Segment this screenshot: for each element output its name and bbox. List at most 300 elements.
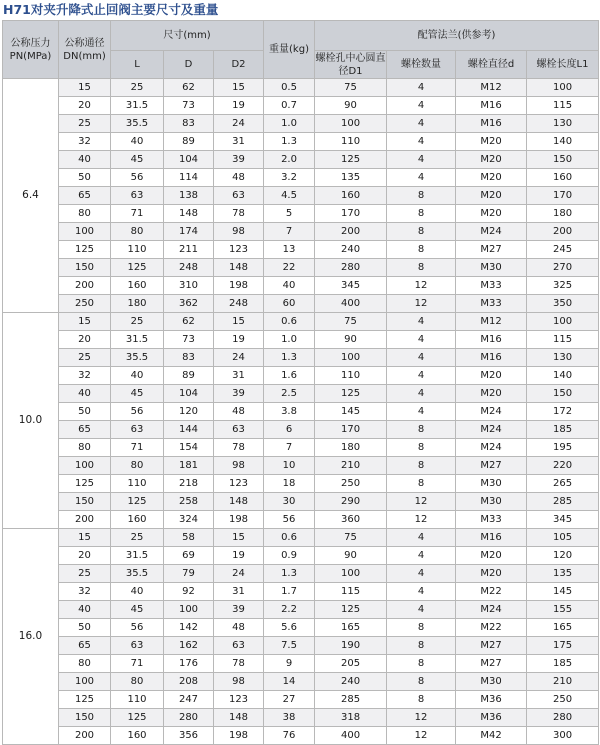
cell-bolt-dia: M27	[456, 241, 527, 259]
cell-bolt-count: 4	[387, 151, 456, 169]
cell-bolt-count: 4	[387, 547, 456, 565]
cell-d: 120	[164, 403, 214, 421]
cell-dn: 32	[59, 133, 111, 151]
cell-bolt-len: 280	[527, 709, 599, 727]
cell-weight: 1.3	[264, 565, 315, 583]
cell-d2: 78	[214, 655, 264, 673]
cell-d: 69	[164, 547, 214, 565]
cell-bolt-count: 4	[387, 79, 456, 97]
cell-d2: 98	[214, 457, 264, 475]
cell-weight: 7	[264, 223, 315, 241]
cell-l: 63	[111, 637, 164, 655]
table-row	[3, 349, 599, 367]
header-d2: D2	[214, 51, 264, 79]
cell-bolt-count: 12	[387, 727, 456, 745]
table-row	[3, 637, 599, 655]
cell-bolt-dia: M20	[456, 205, 527, 223]
cell-dn: 150	[59, 259, 111, 277]
cell-l: 25	[111, 79, 164, 97]
cell-bolt-dia: M16	[456, 97, 527, 115]
cell-bolt-dia: M33	[456, 511, 527, 529]
cell-d2: 31	[214, 583, 264, 601]
cell-bolt-circle: 90	[315, 97, 387, 115]
cell-l: 80	[111, 673, 164, 691]
cell-bolt-count: 12	[387, 511, 456, 529]
cell-bolt-len: 135	[527, 565, 599, 583]
cell-l: 56	[111, 169, 164, 187]
cell-weight: 18	[264, 475, 315, 493]
cell-d2: 48	[214, 403, 264, 421]
cell-l: 80	[111, 457, 164, 475]
cell-dn: 20	[59, 97, 111, 115]
cell-bolt-len: 100	[527, 313, 599, 331]
cell-bolt-circle: 205	[315, 655, 387, 673]
table-row	[3, 457, 599, 475]
cell-bolt-count: 4	[387, 601, 456, 619]
cell-bolt-dia: M20	[456, 367, 527, 385]
cell-d2: 98	[214, 673, 264, 691]
cell-d: 92	[164, 583, 214, 601]
cell-dn: 100	[59, 457, 111, 475]
cell-dn: 100	[59, 673, 111, 691]
cell-dn: 15	[59, 313, 111, 331]
cell-dn: 65	[59, 187, 111, 205]
cell-bolt-dia: M30	[456, 493, 527, 511]
table-row	[3, 439, 599, 457]
cell-bolt-circle: 75	[315, 79, 387, 97]
cell-dn: 80	[59, 205, 111, 223]
cell-d2: 19	[214, 331, 264, 349]
cell-d: 208	[164, 673, 214, 691]
cell-weight: 0.5	[264, 79, 315, 97]
cell-bolt-circle: 210	[315, 457, 387, 475]
cell-bolt-len: 350	[527, 295, 599, 313]
cell-dn: 25	[59, 349, 111, 367]
cell-d: 73	[164, 331, 214, 349]
cell-bolt-circle: 280	[315, 259, 387, 277]
table-row	[3, 151, 599, 169]
cell-bolt-dia: M27	[456, 637, 527, 655]
cell-bolt-len: 185	[527, 655, 599, 673]
header-size: 尺寸(mm)	[111, 21, 264, 51]
cell-d2: 148	[214, 709, 264, 727]
cell-bolt-len: 210	[527, 673, 599, 691]
cell-bolt-dia: M27	[456, 457, 527, 475]
cell-l: 45	[111, 385, 164, 403]
cell-d2: 98	[214, 223, 264, 241]
cell-weight: 7.5	[264, 637, 315, 655]
cell-bolt-circle: 190	[315, 637, 387, 655]
spec-table	[2, 20, 599, 745]
cell-dn: 50	[59, 169, 111, 187]
cell-l: 160	[111, 277, 164, 295]
cell-weight: 27	[264, 691, 315, 709]
cell-d2: 123	[214, 691, 264, 709]
cell-dn: 15	[59, 529, 111, 547]
table-row	[3, 97, 599, 115]
cell-weight: 9	[264, 655, 315, 673]
cell-weight: 1.0	[264, 331, 315, 349]
cell-bolt-count: 4	[387, 331, 456, 349]
cell-bolt-circle: 100	[315, 115, 387, 133]
cell-d2: 123	[214, 241, 264, 259]
cell-bolt-dia: M27	[456, 655, 527, 673]
cell-l: 180	[111, 295, 164, 313]
table-row	[3, 601, 599, 619]
cell-weight: 0.6	[264, 313, 315, 331]
cell-bolt-count: 8	[387, 637, 456, 655]
cell-d: 362	[164, 295, 214, 313]
cell-bolt-count: 4	[387, 313, 456, 331]
cell-bolt-count: 4	[387, 367, 456, 385]
cell-bolt-circle: 100	[315, 349, 387, 367]
cell-bolt-count: 12	[387, 493, 456, 511]
cell-d2: 15	[214, 79, 264, 97]
cell-dn: 32	[59, 583, 111, 601]
cell-dn: 125	[59, 691, 111, 709]
cell-bolt-len: 245	[527, 241, 599, 259]
cell-bolt-circle: 285	[315, 691, 387, 709]
cell-d: 79	[164, 565, 214, 583]
cell-bolt-len: 175	[527, 637, 599, 655]
cell-weight: 2.5	[264, 385, 315, 403]
cell-d: 144	[164, 421, 214, 439]
cell-dn: 20	[59, 331, 111, 349]
cell-d2: 15	[214, 529, 264, 547]
table-row	[3, 223, 599, 241]
cell-bolt-circle: 400	[315, 295, 387, 313]
cell-dn: 50	[59, 403, 111, 421]
cell-d2: 248	[214, 295, 264, 313]
cell-weight: 0.6	[264, 529, 315, 547]
cell-weight: 1.7	[264, 583, 315, 601]
cell-dn: 125	[59, 475, 111, 493]
cell-bolt-len: 300	[527, 727, 599, 745]
cell-bolt-dia: M22	[456, 583, 527, 601]
cell-bolt-len: 180	[527, 205, 599, 223]
cell-dn: 25	[59, 565, 111, 583]
cell-bolt-dia: M12	[456, 313, 527, 331]
table-row	[3, 727, 599, 745]
cell-d: 83	[164, 349, 214, 367]
table-row	[3, 619, 599, 637]
cell-bolt-dia: M16	[456, 349, 527, 367]
cell-d: 218	[164, 475, 214, 493]
cell-l: 40	[111, 133, 164, 151]
cell-bolt-len: 250	[527, 691, 599, 709]
table-row	[3, 241, 599, 259]
cell-dn: 80	[59, 655, 111, 673]
cell-bolt-circle: 318	[315, 709, 387, 727]
header-bolt-count: 螺栓数量	[387, 51, 456, 79]
cell-d: 280	[164, 709, 214, 727]
cell-l: 25	[111, 529, 164, 547]
cell-bolt-len: 185	[527, 421, 599, 439]
cell-d: 62	[164, 313, 214, 331]
cell-l: 35.5	[111, 349, 164, 367]
cell-bolt-circle: 100	[315, 565, 387, 583]
table-title: H71对夹升降式止回阀主要尺寸及重量	[3, 2, 219, 17]
cell-dn: 150	[59, 709, 111, 727]
cell-bolt-circle: 125	[315, 151, 387, 169]
cell-bolt-count: 4	[387, 529, 456, 547]
cell-dn: 125	[59, 241, 111, 259]
cell-bolt-dia: M16	[456, 115, 527, 133]
cell-weight: 5.6	[264, 619, 315, 637]
table-row	[3, 259, 599, 277]
cell-bolt-len: 150	[527, 151, 599, 169]
cell-d2: 39	[214, 601, 264, 619]
table-row	[3, 277, 599, 295]
cell-bolt-circle: 90	[315, 547, 387, 565]
cell-bolt-count: 8	[387, 673, 456, 691]
cell-bolt-count: 4	[387, 97, 456, 115]
header-d: D	[164, 51, 214, 79]
cell-dn: 25	[59, 115, 111, 133]
cell-l: 71	[111, 205, 164, 223]
cell-dn: 15	[59, 79, 111, 97]
cell-weight: 22	[264, 259, 315, 277]
cell-weight: 76	[264, 727, 315, 745]
cell-d2: 198	[214, 727, 264, 745]
cell-bolt-circle: 110	[315, 367, 387, 385]
cell-bolt-circle: 240	[315, 673, 387, 691]
table-row	[3, 403, 599, 421]
cell-dn: 40	[59, 151, 111, 169]
table-row	[3, 385, 599, 403]
cell-d2: 24	[214, 349, 264, 367]
cell-dn: 65	[59, 421, 111, 439]
cell-l: 45	[111, 601, 164, 619]
cell-d: 176	[164, 655, 214, 673]
cell-bolt-dia: M20	[456, 133, 527, 151]
table-row	[3, 133, 599, 151]
table-row	[3, 313, 599, 331]
table-row	[3, 547, 599, 565]
cell-weight: 60	[264, 295, 315, 313]
cell-bolt-dia: M33	[456, 277, 527, 295]
cell-bolt-circle: 240	[315, 241, 387, 259]
cell-bolt-len: 270	[527, 259, 599, 277]
cell-bolt-circle: 170	[315, 421, 387, 439]
cell-dn: 250	[59, 295, 111, 313]
cell-bolt-circle: 135	[315, 169, 387, 187]
cell-bolt-dia: M24	[456, 601, 527, 619]
cell-d2: 31	[214, 133, 264, 151]
cell-bolt-circle: 290	[315, 493, 387, 511]
table-row	[3, 565, 599, 583]
header-bolt-dia: 螺栓直径d	[456, 51, 527, 79]
cell-bolt-count: 12	[387, 277, 456, 295]
cell-l: 35.5	[111, 115, 164, 133]
cell-weight: 30	[264, 493, 315, 511]
cell-bolt-len: 195	[527, 439, 599, 457]
table-row	[3, 187, 599, 205]
cell-dn: 200	[59, 511, 111, 529]
cell-d: 104	[164, 151, 214, 169]
cell-l: 63	[111, 421, 164, 439]
cell-weight: 1.0	[264, 115, 315, 133]
cell-dn: 32	[59, 367, 111, 385]
cell-d2: 63	[214, 637, 264, 655]
cell-dn: 80	[59, 439, 111, 457]
cell-bolt-len: 130	[527, 349, 599, 367]
cell-weight: 0.9	[264, 547, 315, 565]
pn-cell: 6.4	[3, 79, 59, 313]
cell-weight: 3.8	[264, 403, 315, 421]
cell-bolt-len: 172	[527, 403, 599, 421]
cell-bolt-dia: M20	[456, 565, 527, 583]
cell-bolt-dia: M20	[456, 151, 527, 169]
cell-d: 83	[164, 115, 214, 133]
cell-bolt-len: 345	[527, 511, 599, 529]
cell-bolt-circle: 200	[315, 223, 387, 241]
cell-weight: 56	[264, 511, 315, 529]
cell-bolt-len: 120	[527, 547, 599, 565]
table-row	[3, 79, 599, 97]
cell-bolt-circle: 360	[315, 511, 387, 529]
table-row	[3, 673, 599, 691]
cell-bolt-circle: 400	[315, 727, 387, 745]
cell-d: 148	[164, 205, 214, 223]
cell-d: 310	[164, 277, 214, 295]
cell-weight: 1.3	[264, 349, 315, 367]
cell-weight: 13	[264, 241, 315, 259]
cell-weight: 1.6	[264, 367, 315, 385]
cell-dn: 50	[59, 619, 111, 637]
cell-weight: 7	[264, 439, 315, 457]
cell-bolt-count: 8	[387, 223, 456, 241]
cell-bolt-dia: M22	[456, 619, 527, 637]
cell-d: 181	[164, 457, 214, 475]
cell-d2: 39	[214, 151, 264, 169]
header-bolt-circle: 螺栓孔中心圆直径D1	[315, 52, 386, 77]
cell-bolt-circle: 170	[315, 205, 387, 223]
cell-d2: 198	[214, 511, 264, 529]
cell-d2: 63	[214, 421, 264, 439]
cell-l: 160	[111, 727, 164, 745]
cell-l: 110	[111, 241, 164, 259]
cell-d2: 78	[214, 439, 264, 457]
cell-bolt-len: 105	[527, 529, 599, 547]
cell-bolt-len: 160	[527, 169, 599, 187]
cell-l: 125	[111, 709, 164, 727]
cell-weight: 6	[264, 421, 315, 439]
cell-bolt-circle: 345	[315, 277, 387, 295]
cell-weight: 10	[264, 457, 315, 475]
table-row	[3, 115, 599, 133]
cell-bolt-len: 150	[527, 385, 599, 403]
cell-l: 160	[111, 511, 164, 529]
cell-l: 63	[111, 187, 164, 205]
header-flange: 配管法兰(供参考)	[315, 21, 599, 51]
cell-bolt-count: 4	[387, 565, 456, 583]
cell-bolt-dia: M36	[456, 691, 527, 709]
cell-dn: 65	[59, 637, 111, 655]
cell-l: 56	[111, 619, 164, 637]
cell-bolt-circle: 250	[315, 475, 387, 493]
table-row	[3, 709, 599, 727]
cell-weight: 2.0	[264, 151, 315, 169]
table-row	[3, 493, 599, 511]
cell-d: 73	[164, 97, 214, 115]
cell-bolt-dia: M20	[456, 547, 527, 565]
cell-d: 258	[164, 493, 214, 511]
cell-bolt-count: 4	[387, 403, 456, 421]
cell-bolt-len: 145	[527, 583, 599, 601]
cell-d2: 19	[214, 97, 264, 115]
cell-d: 62	[164, 79, 214, 97]
cell-d: 247	[164, 691, 214, 709]
cell-l: 125	[111, 259, 164, 277]
cell-bolt-circle: 165	[315, 619, 387, 637]
cell-dn: 200	[59, 277, 111, 295]
table-row	[3, 367, 599, 385]
cell-l: 25	[111, 313, 164, 331]
cell-bolt-circle: 90	[315, 331, 387, 349]
cell-d: 248	[164, 259, 214, 277]
table-row	[3, 475, 599, 493]
cell-d: 356	[164, 727, 214, 745]
cell-l: 80	[111, 223, 164, 241]
cell-dn: 20	[59, 547, 111, 565]
cell-bolt-count: 12	[387, 295, 456, 313]
table-row	[3, 583, 599, 601]
cell-dn: 200	[59, 727, 111, 745]
cell-dn: 40	[59, 601, 111, 619]
cell-d: 100	[164, 601, 214, 619]
cell-bolt-len: 140	[527, 367, 599, 385]
cell-weight: 0.7	[264, 97, 315, 115]
cell-d2: 78	[214, 205, 264, 223]
cell-d2: 198	[214, 277, 264, 295]
cell-bolt-count: 8	[387, 241, 456, 259]
cell-bolt-len: 115	[527, 97, 599, 115]
cell-bolt-count: 8	[387, 187, 456, 205]
cell-d: 114	[164, 169, 214, 187]
cell-l: 40	[111, 583, 164, 601]
cell-bolt-circle: 75	[315, 529, 387, 547]
cell-d: 154	[164, 439, 214, 457]
cell-bolt-circle: 160	[315, 187, 387, 205]
cell-weight: 4.5	[264, 187, 315, 205]
cell-bolt-len: 100	[527, 79, 599, 97]
cell-l: 31.5	[111, 331, 164, 349]
cell-bolt-dia: M12	[456, 79, 527, 97]
cell-bolt-len: 325	[527, 277, 599, 295]
cell-l: 35.5	[111, 565, 164, 583]
cell-d2: 48	[214, 169, 264, 187]
cell-d2: 24	[214, 565, 264, 583]
cell-d: 162	[164, 637, 214, 655]
cell-d: 104	[164, 385, 214, 403]
cell-l: 40	[111, 367, 164, 385]
cell-bolt-len: 285	[527, 493, 599, 511]
cell-bolt-circle: 75	[315, 313, 387, 331]
cell-dn: 40	[59, 385, 111, 403]
cell-bolt-count: 4	[387, 385, 456, 403]
cell-bolt-dia: M30	[456, 475, 527, 493]
cell-bolt-dia: M24	[456, 403, 527, 421]
cell-bolt-len: 165	[527, 619, 599, 637]
header-pn	[3, 21, 59, 79]
cell-bolt-dia: M33	[456, 295, 527, 313]
cell-d2: 31	[214, 367, 264, 385]
cell-l: 31.5	[111, 547, 164, 565]
header-dn	[59, 21, 111, 79]
cell-dn: 150	[59, 493, 111, 511]
cell-bolt-count: 4	[387, 169, 456, 187]
